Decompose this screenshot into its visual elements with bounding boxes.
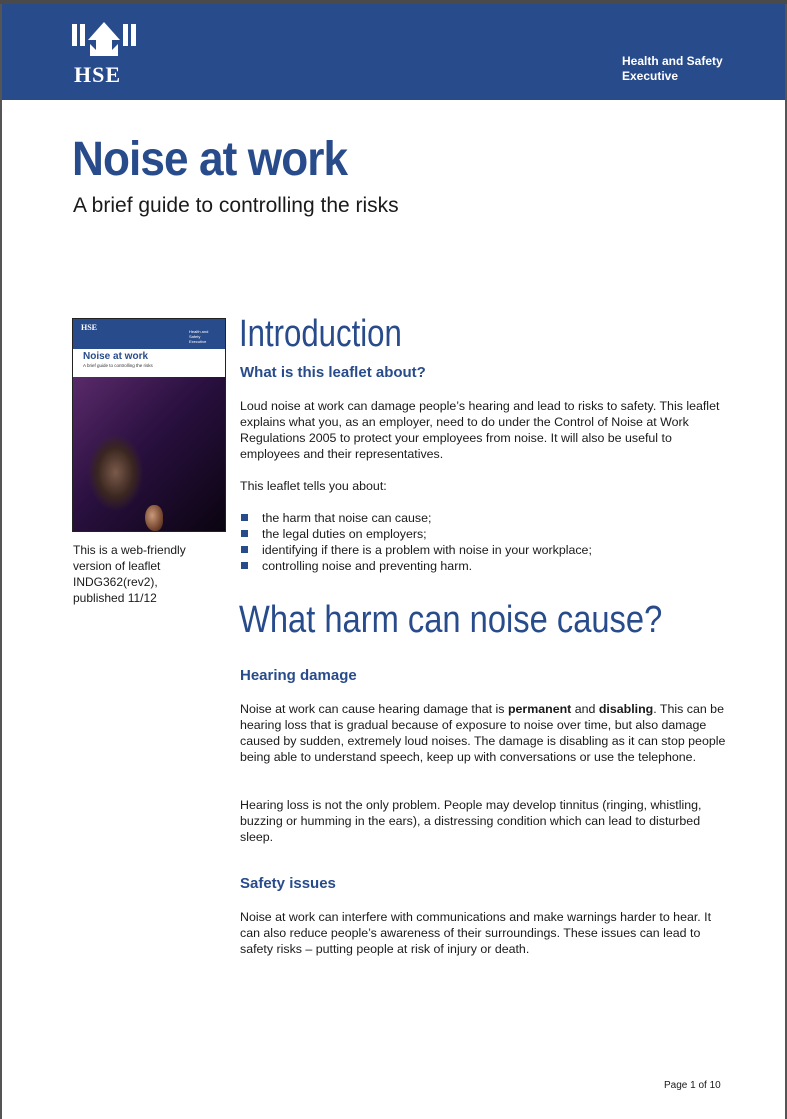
- organisation-line: Health and Safety: [622, 54, 723, 68]
- bullet-square-icon: [241, 546, 248, 553]
- intro-paragraph: Loud noise at work can damage people’s hearing and lead to risks to safety. This leaflet explains what you, as an employer, need to do under the Control of Noise at Work Regulations 2005 to protect your employees from noise. It will also be useful to employees and their representatives.: [240, 399, 720, 461]
- subheading-safety-issues: Safety issues: [240, 875, 336, 892]
- intro-bullet-list: [240, 510, 730, 574]
- text-run: and: [571, 702, 599, 716]
- cover-logo: HSE: [81, 323, 98, 332]
- emphasis-disabling: disabling: [598, 702, 654, 716]
- tinnitus-paragraph: Hearing loss is not the only problem. People may develop tinnitus (ringing, whistling, buzzing or humming in the ears), a distressing condition which can lead to disturbed sleep.: [240, 798, 702, 844]
- list-item-text: identifying if there is a problem with noise in your workplace;: [262, 543, 592, 557]
- list-item: [240, 542, 730, 558]
- leaflet-cover-thumbnail: [72, 318, 226, 532]
- list-item: [240, 558, 730, 574]
- bullet-square-icon: [241, 530, 248, 537]
- cover-subtitle: A brief guide to controlling the risks: [83, 363, 153, 368]
- subheading-leaflet-about: What is this leaflet about?: [240, 364, 426, 381]
- list-item-text: controlling noise and preventing harm.: [262, 559, 473, 573]
- text-run: Noise at work can cause hearing damage that is: [240, 702, 508, 716]
- text-run: . This can be hearing loss that is gradual because of exposure to noise over time, but also damage caused by sudden, extremely loud noises. The damage is disabling as it can stop people being able to understand speech, keep up with conversations or use the telephone.: [240, 702, 726, 764]
- ear-shape: [145, 505, 163, 531]
- header-banner: [2, 4, 785, 100]
- side-note-line: INDG362(rev2),: [73, 575, 158, 589]
- list-item-text: the legal duties on employers;: [262, 527, 427, 541]
- cover-org: Health and Safety Executive: [189, 329, 209, 344]
- organisation-line: Executive: [622, 69, 679, 83]
- bullet-square-icon: [241, 514, 248, 521]
- organisation-name: [622, 54, 772, 84]
- page-number: Page 1 of 10: [664, 1080, 721, 1091]
- heading-introduction: Introduction: [239, 313, 402, 355]
- cover-header: [73, 319, 225, 349]
- side-note-line: version of leaflet: [73, 559, 161, 573]
- side-note-line: published 11/12: [73, 591, 157, 605]
- bullet-square-icon: [241, 562, 248, 569]
- list-item: [240, 526, 730, 542]
- intro-paragraph-lead: This leaflet tells you about:: [240, 479, 387, 493]
- subheading-hearing-damage: Hearing damage: [240, 667, 357, 684]
- list-item-text: the harm that noise can cause;: [262, 511, 432, 525]
- emphasis-permanent: permanent: [507, 702, 572, 716]
- side-note: [73, 542, 223, 606]
- list-item: [240, 510, 730, 526]
- document-subtitle: A brief guide to controlling the risks: [73, 194, 399, 217]
- side-note-line: This is a web-friendly: [73, 543, 186, 557]
- safety-paragraph: Noise at work can interfere with communications and make warnings harder to hear. It can also reduce people’s awareness of their surroundings. These issues can lead to safety risks – putting people at risk of injury or death.: [240, 910, 712, 956]
- cover-title: Noise at work: [83, 351, 149, 362]
- cover-photo-ear: [73, 377, 225, 531]
- heading-harm: What harm can noise cause?: [239, 599, 663, 641]
- hearing-paragraph: [240, 701, 730, 765]
- hse-logo-text: HSE: [74, 62, 122, 87]
- document-title: Noise at work: [72, 133, 348, 186]
